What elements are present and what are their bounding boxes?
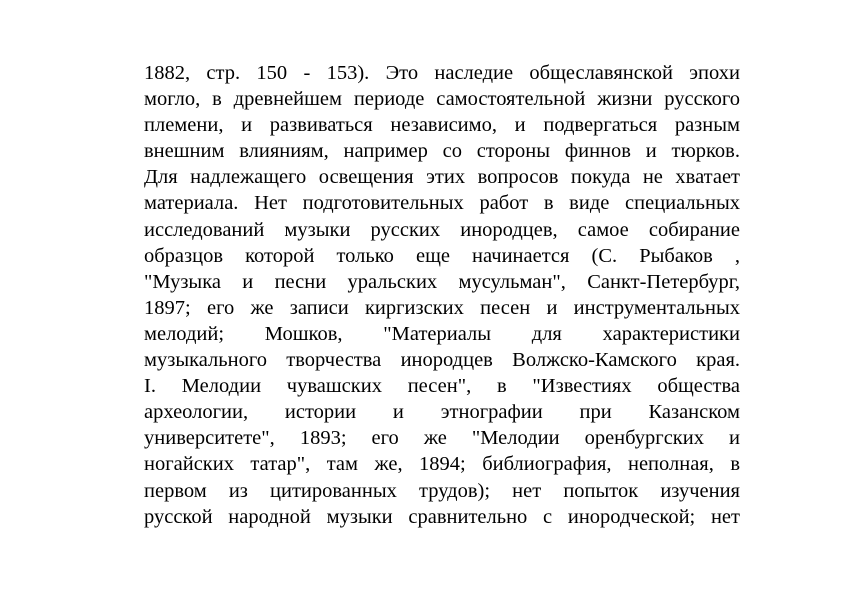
text-line-1: 1882, стр. 150 - 153). Это наследие общеславянской эпохи [144,62,740,84]
text-line-13: I. Мелодии чувашских песен", в "Известиях общества [144,375,740,398]
text-line-2: могло, в древнейшем периоде самостоятельной жизни русского [144,88,740,111]
text-line-6: материала. Нет подготовительных работ в виде специальных [144,192,740,215]
text-line-11: мелодий; Мошков, "Материалы для характеристики [144,322,740,345]
text-line-14: археологии, истории и этнографии при Казанском [144,401,740,424]
text-line-12: музыкального творчества инородцев Волжско-Камского края. [144,349,740,372]
text-line-17: первом из цитированных трудов); нет попыток изучения [144,479,740,502]
text-line-10: 1897; его же записи киргизских песен и инструментальных [144,296,740,319]
body-text [144,60,740,530]
text-line-9: "Музыка и песни уральских мусульман", Санкт-Петербург, [144,270,740,293]
text-line-8: образцов которой только еще начинается (С. Рыбаков , [144,244,740,267]
text-line-5: Для надлежащего освещения этих вопросов покуда не хватает [144,166,740,189]
text-line-4: внешним влияниям, например со стороны финнов и тюрков. [144,140,740,163]
text-line-16: ногайских татар", там же, 1894; библиография, неполная, в [144,453,740,476]
text-line-3: племени, и развиваться независимо, и подвергаться разным [144,114,740,137]
text-line-15: университете", 1893; его же "Мелодии оренбургских и [144,427,740,450]
text-line-7: исследований музыки русских инородцев, самое собирание [144,218,740,241]
text-line-18: русской народной музыки сравнительно с инородческой; нет [144,505,740,528]
